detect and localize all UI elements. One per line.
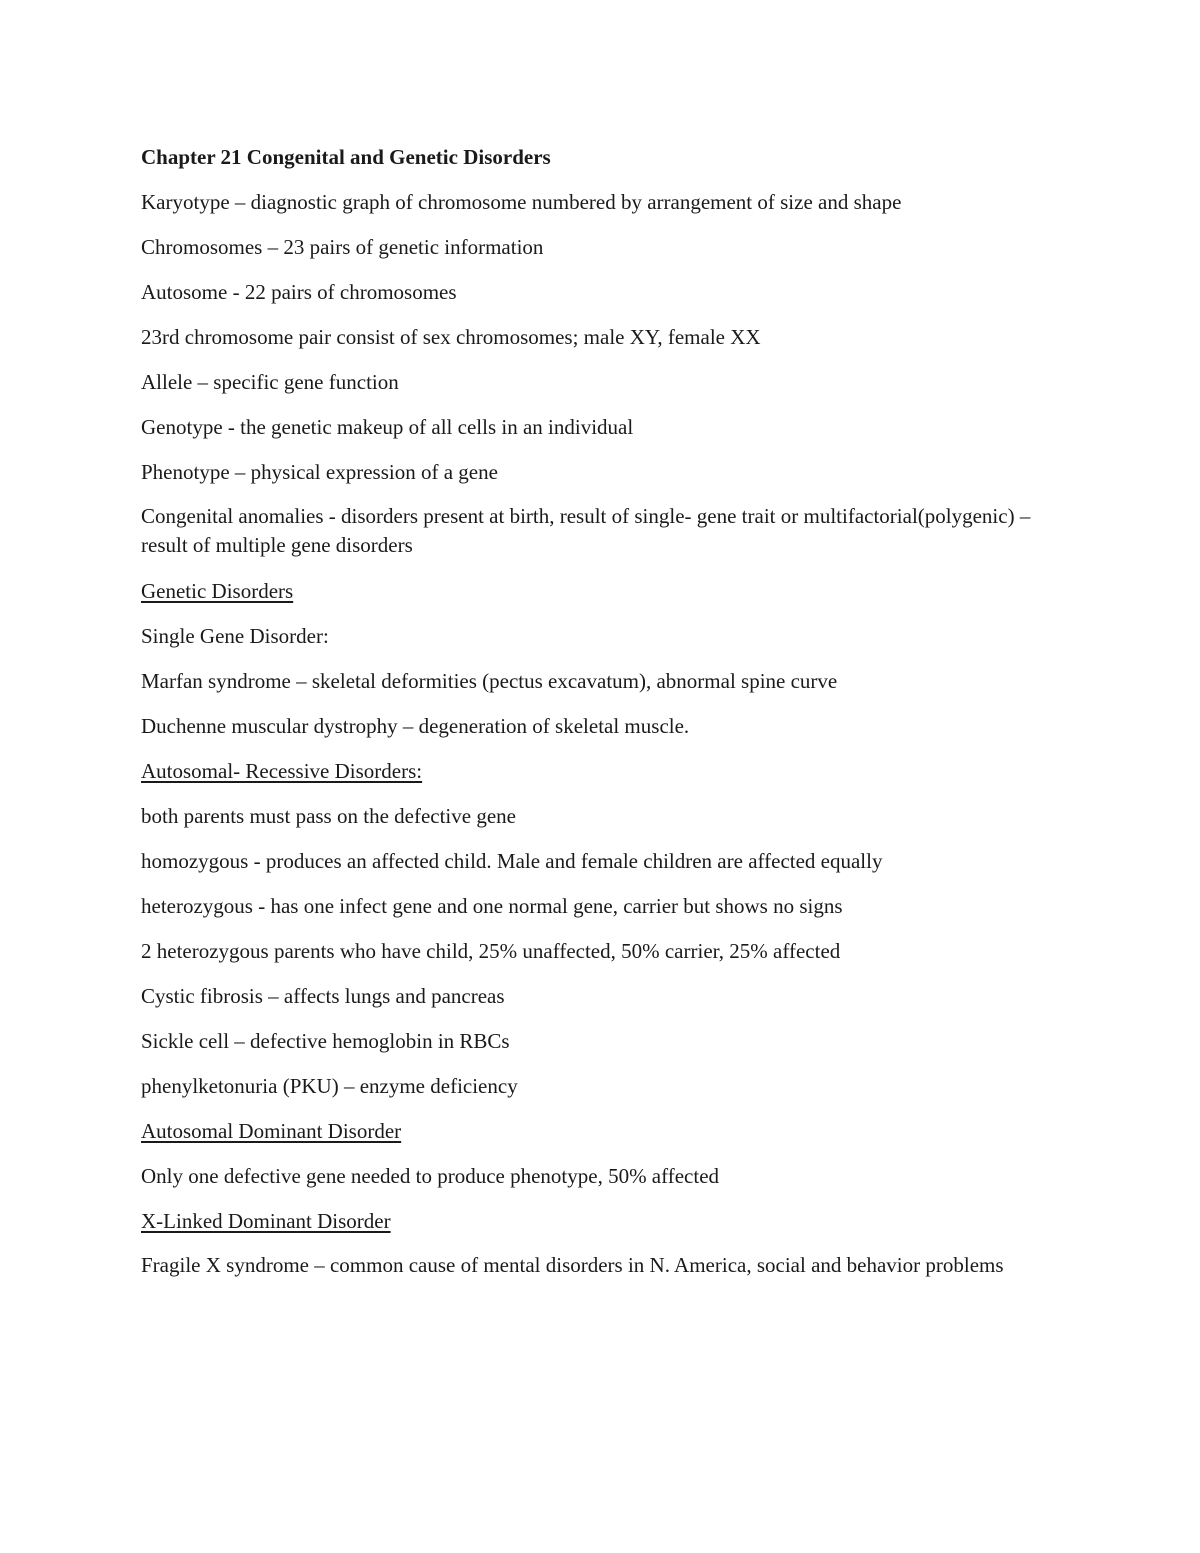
item-homozygous: homozygous - produces an affected child. Male and female children are affected equally	[141, 849, 883, 873]
section-heading-autosomal-dominant: Autosomal Dominant Disorder	[141, 1119, 402, 1143]
definition-chromosomes: Chromosomes – 23 pairs of genetic information	[141, 235, 544, 259]
subheading-single-gene-disorder: Single Gene Disorder:	[141, 624, 329, 648]
definition-congenital-anomalies: Congenital anomalies - disorders present at birth, result of single- gene trait or multifactorial(polygenic) – result of multiple gene disorders	[141, 504, 1031, 557]
document-title: Chapter 21 Congenital and Genetic Disorders	[141, 145, 551, 169]
section-heading-genetic-disorders: Genetic Disorders	[141, 579, 294, 603]
item-pku: phenylketonuria (PKU) – enzyme deficiency	[141, 1074, 518, 1098]
item-fragile-x: Fragile X syndrome – common cause of mental disorders in N. America, social and behavior problems	[141, 1253, 1004, 1277]
item-sickle-cell: Sickle cell – defective hemoglobin in RBCs	[141, 1029, 510, 1053]
section-heading-autosomal-recessive: Autosomal- Recessive Disorders:	[141, 759, 423, 783]
item-cystic-fibrosis: Cystic fibrosis – affects lungs and pancreas	[141, 984, 505, 1008]
item-both-parents: both parents must pass on the defective gene	[141, 804, 516, 828]
item-one-defective-gene: Only one defective gene needed to produce phenotype, 50% affected	[141, 1164, 720, 1188]
definition-karyotype: Karyotype – diagnostic graph of chromosome numbered by arrangement of size and shape	[141, 190, 902, 214]
definition-phenotype: Phenotype – physical expression of a gene	[141, 460, 498, 484]
section-heading-x-linked-dominant: X-Linked Dominant Disorder	[141, 1209, 391, 1233]
definition-allele: Allele – specific gene function	[141, 370, 399, 394]
item-marfan-syndrome: Marfan syndrome – skeletal deformities (pectus excavatum), abnormal spine curve	[141, 669, 838, 693]
definition-autosome: Autosome - 22 pairs of chromosomes	[141, 280, 457, 304]
item-heterozygous-parents: 2 heterozygous parents who have child, 25% unaffected, 50% carrier, 25% affected	[141, 939, 841, 963]
item-duchenne-muscular-dystrophy: Duchenne muscular dystrophy – degeneration of skeletal muscle.	[141, 714, 690, 738]
definition-sex-chromosomes: 23rd chromosome pair consist of sex chromosomes; male XY, female XX	[141, 325, 761, 349]
document-page	[141, 142, 1041, 1296]
item-heterozygous: heterozygous - has one infect gene and one normal gene, carrier but shows no signs	[141, 894, 843, 918]
definition-genotype: Genotype - the genetic makeup of all cells in an individual	[141, 415, 634, 439]
